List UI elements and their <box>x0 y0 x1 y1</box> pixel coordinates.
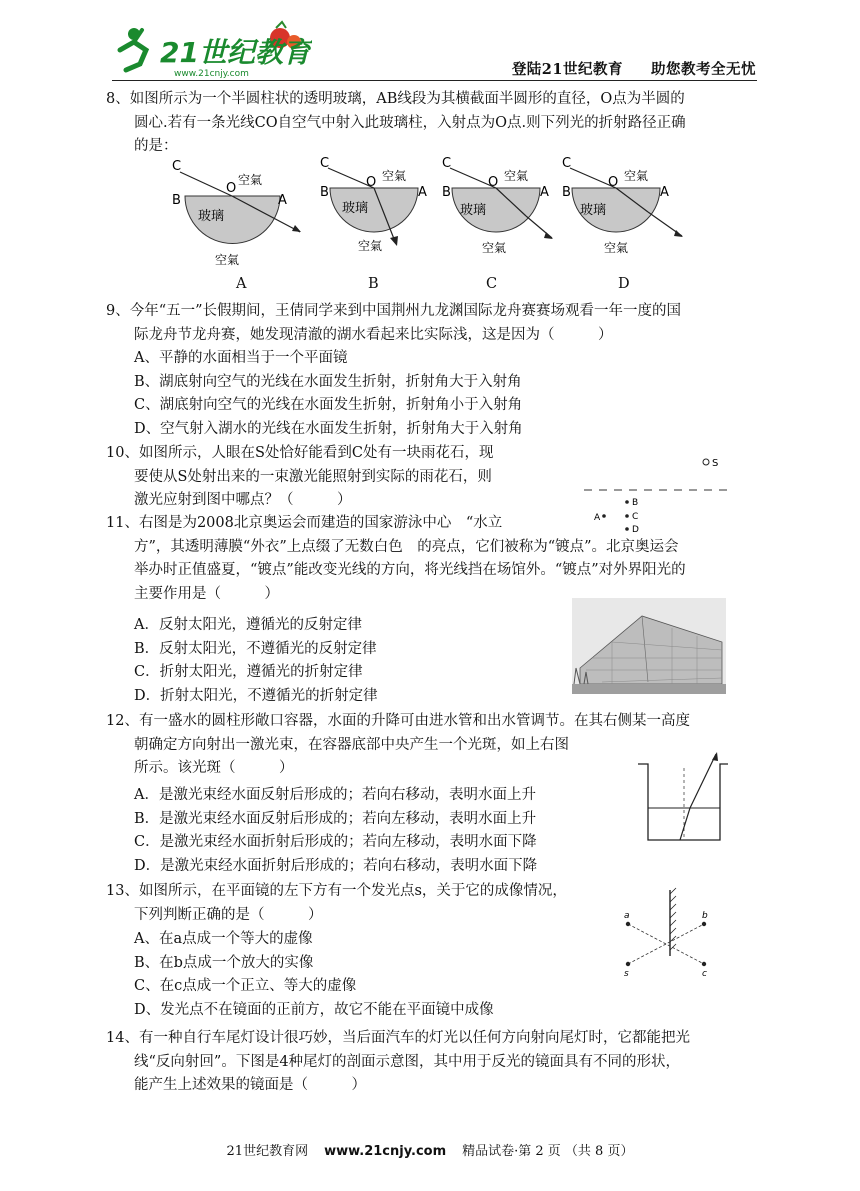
q12-line1: 12、有一盛水的圆柱形敞口容器，水面的升降可由进水管和出水管调节。在其右侧某一高度 <box>106 713 690 729</box>
q13-options <box>134 928 494 1022</box>
svg-text:A: A <box>660 185 669 200</box>
q9-options <box>134 347 523 441</box>
q11-option-b: B．反射太阳光，不遵循光的反射定律 <box>134 640 377 657</box>
svg-text:B: B <box>562 185 571 200</box>
svg-text:空氣: 空氣 <box>624 169 649 183</box>
svg-text:空氣: 空氣 <box>604 241 629 255</box>
svg-text:b: b <box>702 911 708 921</box>
svg-text:www.21cnjy.com: www.21cnjy.com <box>174 69 249 79</box>
svg-text:空氣: 空氣 <box>215 253 240 267</box>
q8-label-a: A <box>236 276 247 292</box>
svg-text:21世纪教育: 21世纪教育 <box>160 36 311 69</box>
header-divider <box>112 80 757 81</box>
q8-figure-a <box>172 159 301 267</box>
svg-text:玻璃: 玻璃 <box>580 203 607 218</box>
svg-text:A: A <box>594 513 601 523</box>
svg-text:玻璃: 玻璃 <box>460 203 487 218</box>
svg-text:D: D <box>632 525 639 535</box>
svg-text:C: C <box>320 156 330 171</box>
q14-line2: 线“反向射回”。下图是4种尾灯的剖面示意图，其中用于反光的镜面具有不同的形状， <box>134 1053 681 1070</box>
q8-label-c: C <box>486 276 498 292</box>
q12-options <box>134 784 537 878</box>
q11-line4: 主要作用是（ ） <box>134 585 279 602</box>
footer-url[interactable]: www.21cnjy.com <box>324 1144 447 1159</box>
footer-page: 精品试卷·第 2 页 （共 8 页） <box>462 1144 634 1159</box>
q9-option-d: D、空气射入湖水的光线在水面发生折射，折射角大于入射角 <box>134 420 523 437</box>
question-9 <box>106 300 756 347</box>
svg-text:A: A <box>540 185 549 200</box>
svg-text:A: A <box>278 193 287 208</box>
svg-text:B: B <box>632 498 639 508</box>
q8-line1: 8、如图所示为一个半圆柱状的透明玻璃，AB线段为其横截面半圆形的直径，O点为半圆的 <box>106 91 685 107</box>
q8-figure-b <box>320 156 427 253</box>
q13-line1: 13、如图所示，在平面镜的左下方有一个发光点s，关于它的成像情况， <box>106 883 567 899</box>
q11-line3: 举办时正值盛夏，“镀点”能改变光线的方向，将光线挡在场馆外。“镀点”对外界阳光的 <box>134 562 686 578</box>
q14-line3: 能产生上述效果的镜面是（ ） <box>134 1077 366 1093</box>
svg-text:空氣: 空氣 <box>358 239 383 253</box>
svg-text:C: C <box>562 156 572 171</box>
question-8 <box>106 88 756 159</box>
q13-option-b: B、在b点成一个放大的实像 <box>134 954 314 971</box>
q13-line2: 下列判断正确的是（ ） <box>134 906 323 923</box>
q8-line3: 的是： <box>134 138 178 154</box>
q11-option-d: D．折射太阳光，不遵循光的折射定律 <box>134 687 378 704</box>
slogan-left: 登陆21世纪教育 <box>511 61 623 78</box>
q9-option-c: C、湖底射向空气的光线在水面发生折射，折射角小于入射角 <box>134 397 523 413</box>
q14-line1: 14、有一种自行车尾灯设计很巧妙，当后面汽车的灯光以任何方向射向尾灯时，它都能把光 <box>106 1030 690 1046</box>
q8-figure-d <box>562 156 683 255</box>
q11-line2: 方”，其透明薄膜“外衣”上点缀了无数白色 的亮点，它们被称为“镀点”。北京奥运会 <box>134 538 679 555</box>
q10-line1: 10、如图所示，人眼在S处恰好能看到C处有一块雨花石，现 <box>106 445 494 461</box>
question-14 <box>106 1027 756 1098</box>
q8-label-d: D <box>618 276 630 292</box>
svg-text:A: A <box>418 185 427 200</box>
svg-text:C: C <box>632 512 639 522</box>
q12-line2: 朝确定方向射出一激光束，在容器底部中央产生一个光斑，如上右图 <box>134 736 569 753</box>
q8-label-b: B <box>368 276 379 292</box>
logo-runner-icon <box>112 20 312 80</box>
svg-text:空氣: 空氣 <box>382 169 407 183</box>
svg-text:B: B <box>172 193 181 208</box>
q11-option-c: C．折射太阳光，遵循光的折射定律 <box>134 664 363 680</box>
q10-line2: 要使从S处射出来的一束激光能照射到实际的雨花石，则 <box>134 468 492 485</box>
svg-text:S: S <box>712 458 719 469</box>
q9-line1: 9、今年“五一”长假期间，王倩同学来到中国荆州九龙渊国际龙舟赛赛场观看一年一度的国 <box>106 303 682 319</box>
svg-text:玻璃: 玻璃 <box>198 209 225 224</box>
q12-option-a: A．是激光束经水面反射后形成的；若向右移动，表明水面上升 <box>134 787 536 803</box>
svg-text:a: a <box>624 911 630 921</box>
question-11 <box>106 512 756 606</box>
q8-line2: 圆心.若有一条光线CO自空气中射入此玻璃柱，入射点为O点.则下列光的折射路径正确 <box>134 114 686 131</box>
svg-text:空氣: 空氣 <box>238 173 263 187</box>
header-slogan <box>512 58 756 79</box>
q13-figure <box>614 884 724 980</box>
svg-text:O: O <box>488 175 499 190</box>
svg-text:B: B <box>442 185 451 200</box>
q9-line2: 际龙舟节龙舟赛，她发现清澈的湖水看起来比实际浅，这是因为（ ） <box>134 326 613 343</box>
q13-option-a: A、在a点成一个等大的虚像 <box>134 931 313 947</box>
q11-line1: 11、右图是为2008北京奥运会而建造的国家游泳中心 “水立 <box>106 515 503 531</box>
water-cube-photo <box>572 598 726 694</box>
slogan-right: 助您教考全无忧 <box>651 61 756 78</box>
q10-line3: 激光应射到图中哪点？（ ） <box>134 492 352 508</box>
svg-text:B: B <box>320 185 329 200</box>
q8-figures <box>160 152 700 272</box>
svg-text:C: C <box>172 159 182 174</box>
q9-option-a: A、平静的水面相当于一个平面镜 <box>134 350 348 366</box>
q11-options <box>134 614 378 708</box>
svg-text:O: O <box>226 181 237 196</box>
svg-text:空氣: 空氣 <box>482 241 507 255</box>
q11-option-a: A．反射太阳光，遵循光的反射定律 <box>134 617 362 633</box>
footer-site: 21世纪教育网 <box>226 1144 309 1159</box>
svg-text:玻璃: 玻璃 <box>342 201 369 216</box>
svg-text:s: s <box>624 969 629 979</box>
q8-figure-c <box>442 156 553 255</box>
page-footer <box>0 1140 860 1159</box>
svg-text:C: C <box>442 156 452 171</box>
q12-line3: 所示。该光斑（ ） <box>134 760 294 776</box>
svg-text:O: O <box>608 175 619 190</box>
svg-text:c: c <box>702 969 707 979</box>
q13-option-c: C、在c点成一个正立、等大的虚像 <box>134 978 357 994</box>
q13-option-d: D、发光点不在镜面的正前方，故它不能在平面镜中成像 <box>134 1001 494 1018</box>
site-logo <box>112 20 312 80</box>
q12-option-b: B．是激光束经水面反射后形成的；若向左移动，表明水面上升 <box>134 810 537 827</box>
q9-option-b: B、湖底射向空气的光线在水面发生折射，折射角大于入射角 <box>134 373 522 390</box>
svg-text:O: O <box>366 175 377 190</box>
svg-text:空氣: 空氣 <box>504 169 529 183</box>
q12-figure <box>630 748 730 848</box>
q12-option-c: C．是激光束经水面折射后形成的；若向左移动，表明水面下降 <box>134 834 537 850</box>
q12-option-d: D．是激光束经水面折射后形成的；若向右移动，表明水面下降 <box>134 857 538 874</box>
